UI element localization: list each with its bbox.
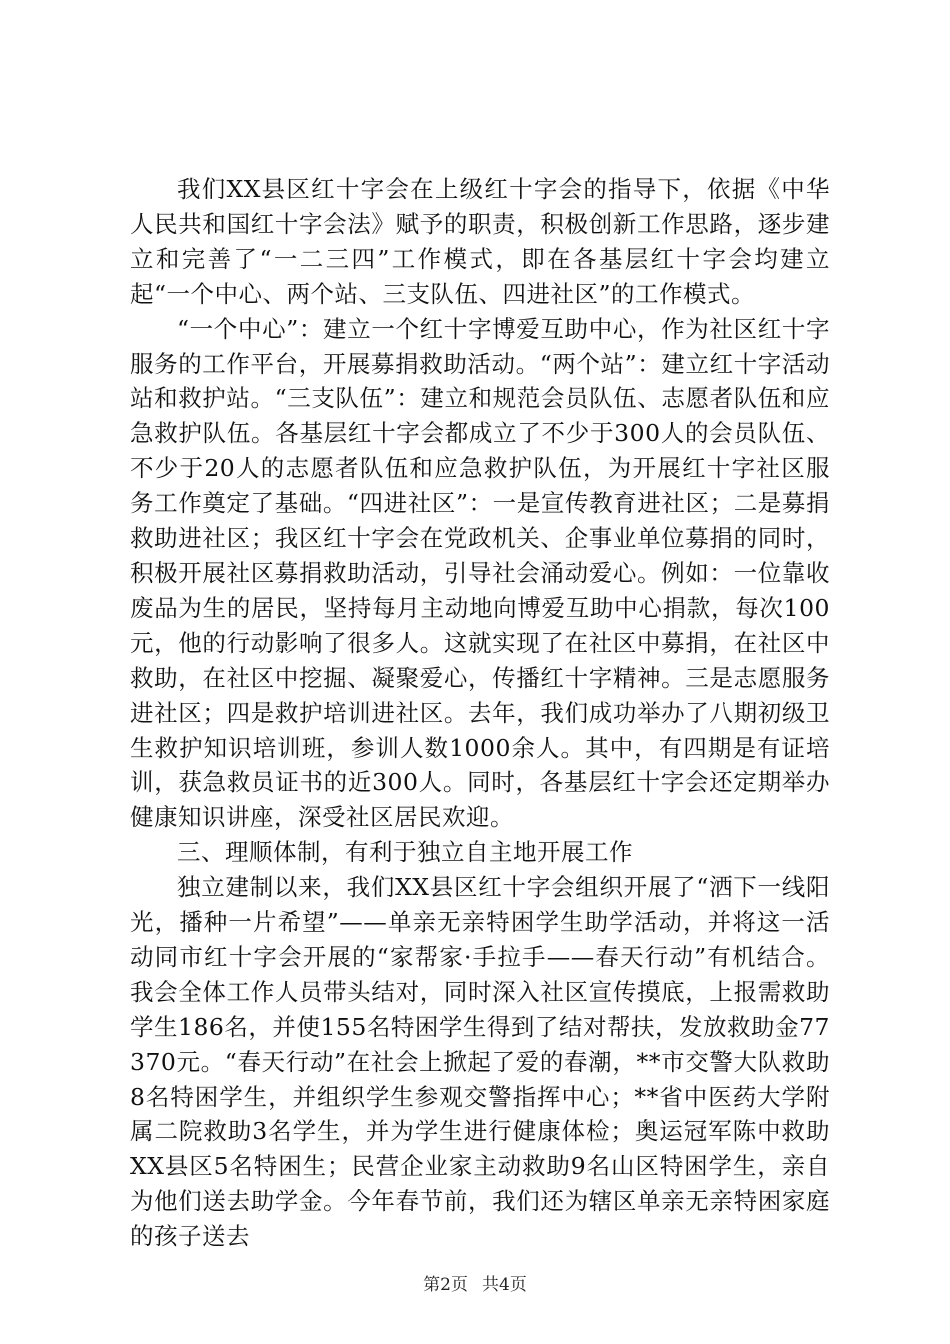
page-number: 第2页 — [423, 1275, 468, 1295]
page-total: 共4页 — [482, 1275, 527, 1295]
document-body — [130, 172, 830, 1254]
page-footer — [0, 1274, 950, 1296]
paragraph-intro: 我们XX县区红十字会在上级红十字会的指导下，依据《中华人民共和国红十字会法》赋予的职责，积极创新工作思路，逐步建立和完善了“一二三四”工作模式，即在各基层红十字会均建立起“一个中心、两个站、三支队伍、四进社区”的工作模式。 — [130, 175, 830, 308]
section-heading: 三、理顺体制，有利于独立自主地开展工作 — [177, 838, 633, 867]
paragraph-work-model: “一个中心”：建立一个红十字博爱互助中心，作为社区红十字服务的工作平台，开展募捐救助活动。“两个站”：建立红十字活动站和救护站。“三支队伍”：建立和规范会员队伍、志愿者队伍和应急救护队伍。各基层红十字会都成立了不少于300人的会员队伍、不少于20人的志愿者队伍和应急救护队伍，为开展红十字社区服务工作奠定了基础。“四进社区”：一是宣传教育进社区；二是募捐救助进社区；我区红十字会在党政机关、企事业单位募捐的同时，积极开展社区募捐救助活动，引导社会涌动爱心。例如：一位靠收废品为生的居民，坚持每月主动地向博爱互助中心捐款，每次100元，他的行动影响了很多人。这就实现了在社区中募捐，在社区中救助，在社区中挖掘、凝聚爱心，传播红十字精神。三是志愿服务进社区；四是救护培训进社区。去年，我们成功举办了八期初级卫生救护知识培训班，参训人数1000余人。其中，有四期是有证培训，获急救员证书的近300人。同时，各基层红十字会还定期举办健康知识讲座，深受社区居民欢迎。 — [130, 314, 830, 832]
paragraph-independent-system: 独立建制以来，我们XX县区红十字会组织开展了“洒下一线阳光，播种一片希望”——单亲无亲特困学生助学活动，并将这一活动同市红十字会开展的“家帮家·手拉手——春天行动”有机结合。我会全体工作人员带头结对，同时深入社区宣传摸底，上报需救助学生186名，并使155名特困学生得到了结对帮扶，发放救助金77370元。“春天行动”在社会上掀起了爱的春潮，**市交警大队救助8名特困学生，并组织学生参观交警指挥中心；**省中医药大学附属二院救助3名学生，并为学生进行健康体检；奥运冠军陈中救助XX县区5名特困生；民营企业家主动救助9名山区特困学生，亲自为他们送去助学金。今年春节前，我们还为辖区单亲无亲特困家庭的孩子送去 — [130, 873, 830, 1251]
